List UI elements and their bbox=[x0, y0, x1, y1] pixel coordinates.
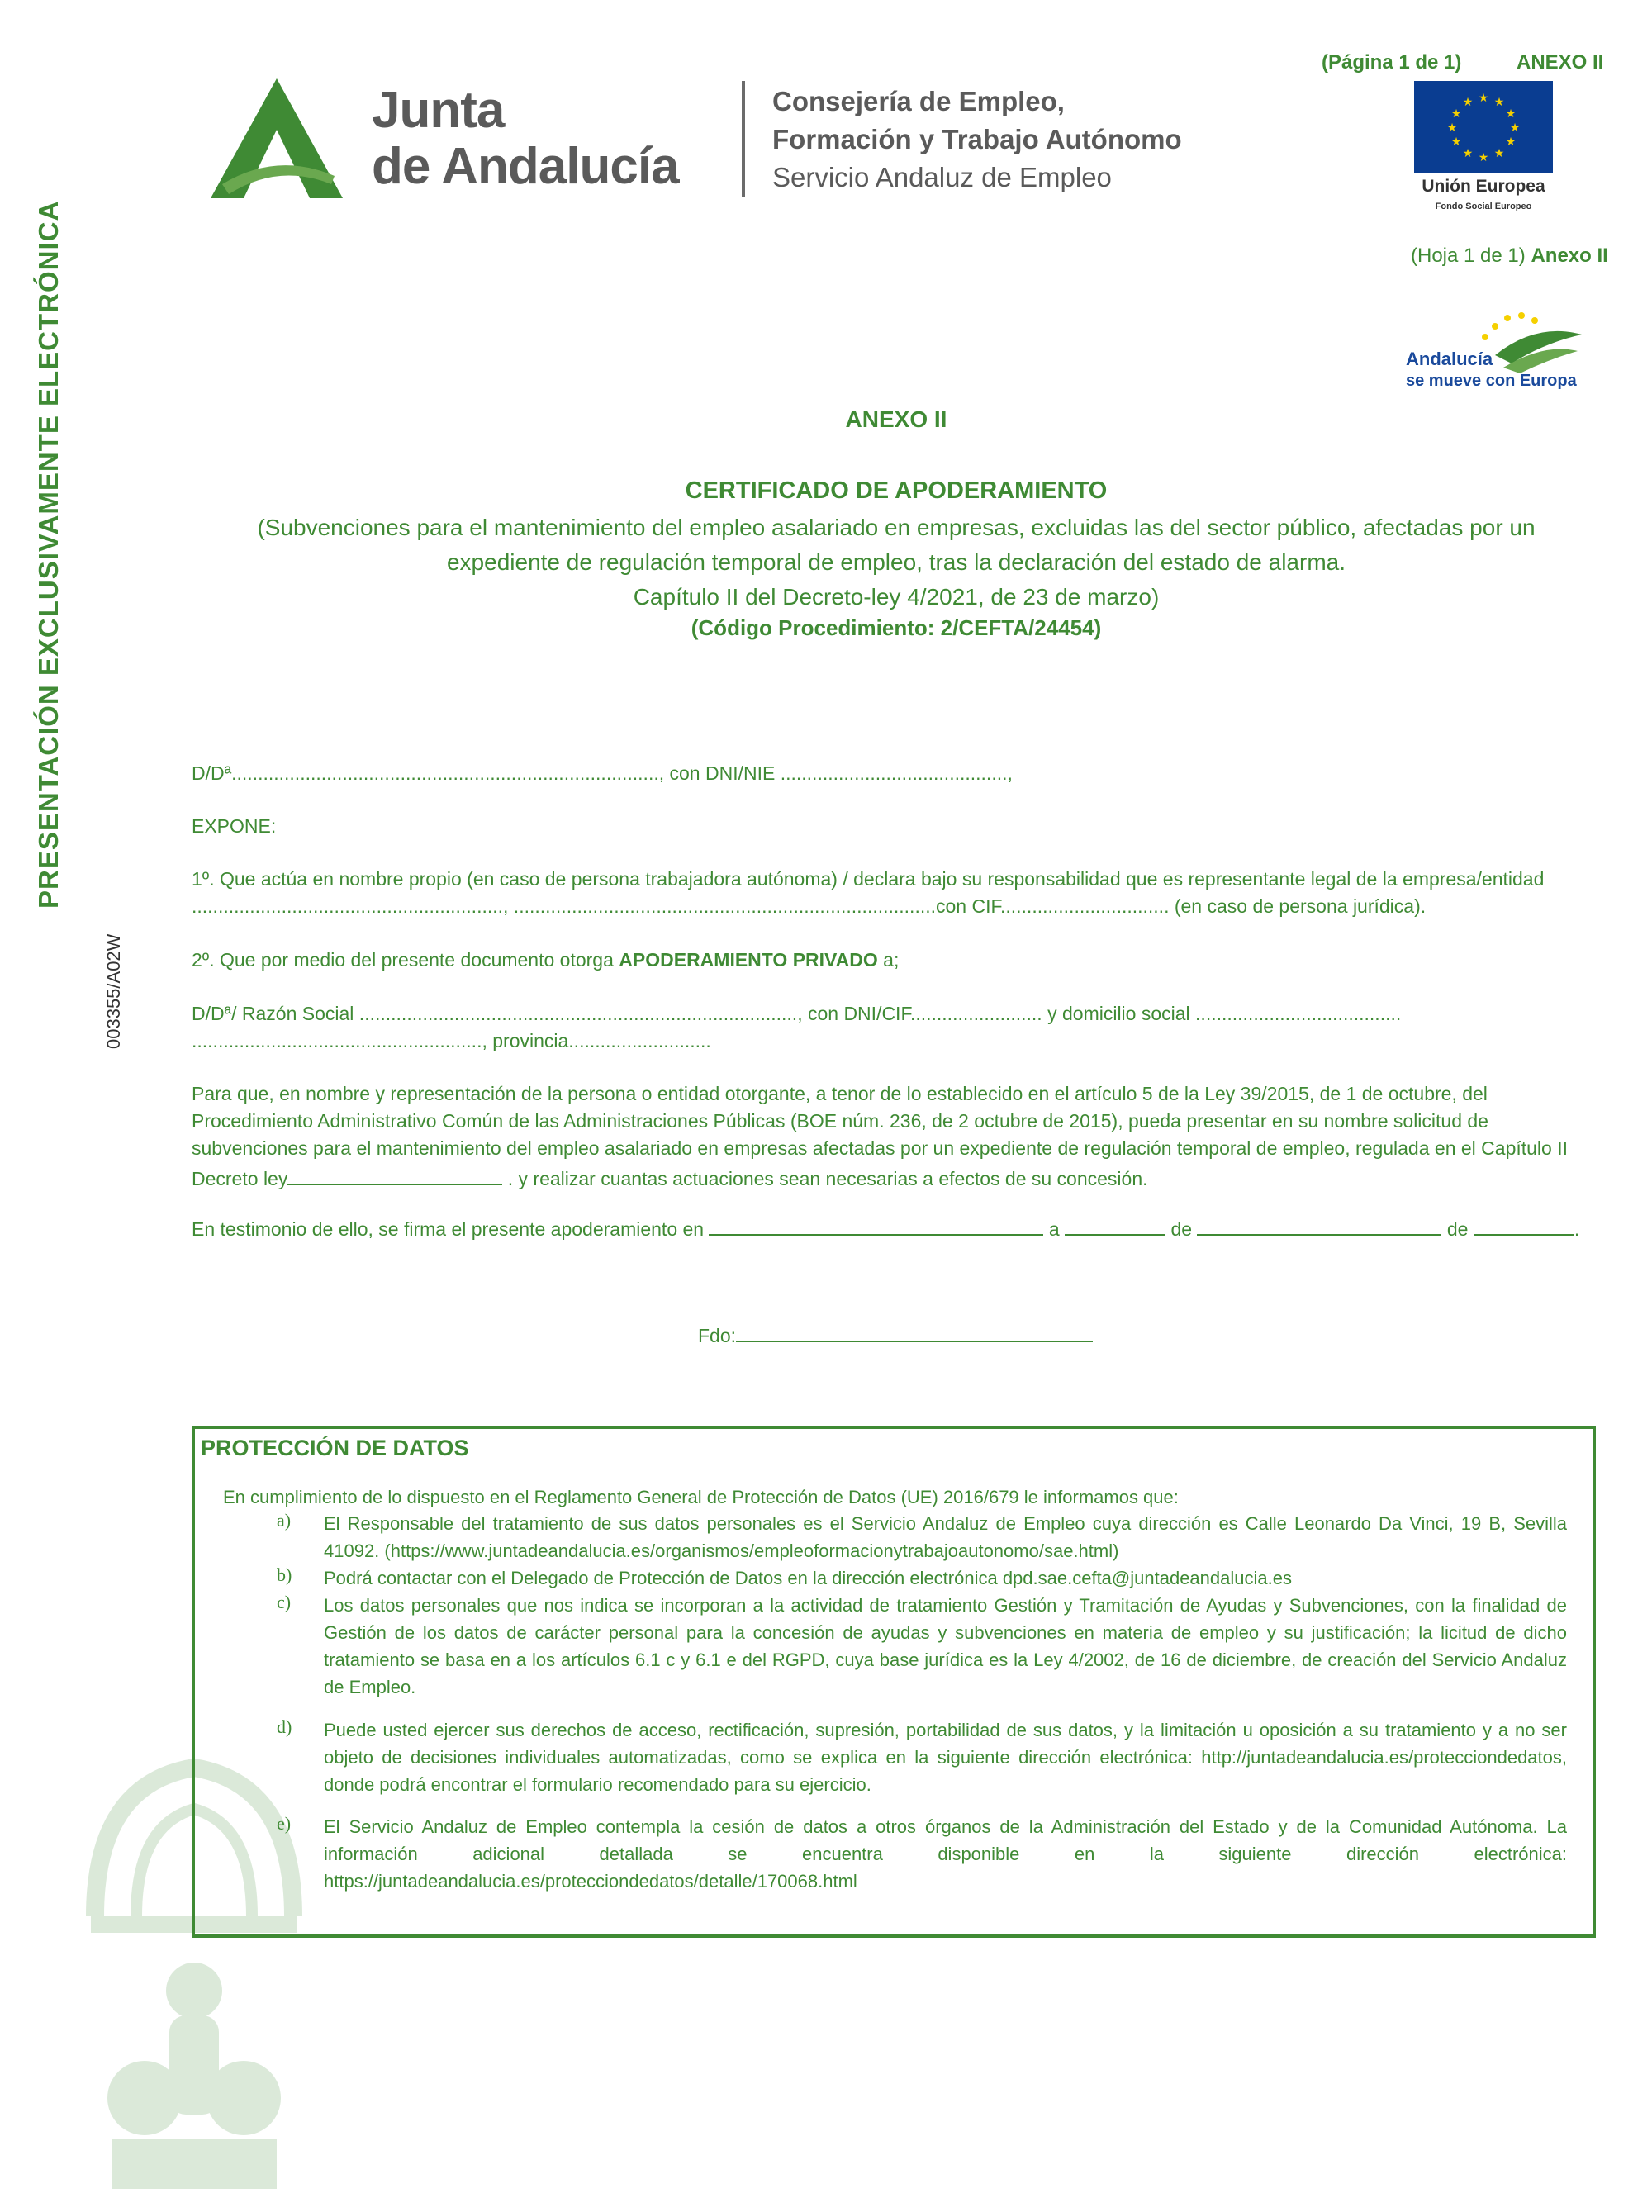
sheet-annex: Anexo II bbox=[1531, 244, 1608, 267]
subtitle-line-1: (Subvenciones para el mantenimiento del empleo asalariado en empresas, excluidas las del sector público, afectadas por un expediente de regulación temporal de empleo, tras la declaración del estado de alarma. bbox=[257, 515, 1536, 575]
testimony-line bbox=[192, 1213, 1579, 1243]
annex-title: ANEXO II bbox=[845, 406, 947, 432]
svg-text:★: ★ bbox=[1450, 107, 1462, 121]
svg-text:★: ★ bbox=[1478, 151, 1489, 164]
signing-place-field[interactable] bbox=[709, 1213, 1043, 1236]
andalucia-eu-line-1: Andalucía bbox=[1406, 349, 1493, 369]
andalucia-eu-line-2: se mueve con Europa bbox=[1406, 372, 1577, 390]
sheet-counter bbox=[1411, 244, 1608, 268]
eu-fund-label: Fondo Social Europeo bbox=[1435, 202, 1532, 211]
certificate-title: CERTIFICADO DE APODERAMIENTO bbox=[685, 477, 1108, 504]
purpose-ley: ley bbox=[263, 1168, 288, 1189]
svg-text:★: ★ bbox=[1446, 121, 1458, 135]
point-2-text: 2º. Que por medio del presente documento otorga bbox=[192, 949, 620, 971]
signature-line bbox=[698, 1319, 1093, 1350]
svg-text:★: ★ bbox=[1493, 96, 1505, 109]
point-2 bbox=[192, 947, 899, 974]
sheet-number: 1 bbox=[1464, 244, 1475, 267]
signature-label: Fdo: bbox=[698, 1325, 737, 1346]
item-a-mark: a) bbox=[277, 1510, 292, 1531]
page-counter: (Página 1 de 1) bbox=[1322, 51, 1462, 74]
point-1-text: 1º. Que actúa en nombre propio (en caso de persona trabajadora autónoma) / declara bajo su responsabilidad que es representante legal de la empresa/entidad bbox=[192, 868, 1545, 890]
testimony-de-1: de bbox=[1165, 1218, 1198, 1240]
eu-flag-icon bbox=[1414, 81, 1553, 173]
svg-text:★: ★ bbox=[1462, 96, 1474, 109]
item-b-mark: b) bbox=[277, 1564, 292, 1585]
testimony-a: a bbox=[1043, 1218, 1066, 1240]
svg-text:★: ★ bbox=[1505, 135, 1517, 149]
province-field[interactable]: ......................................................., provincia........................... bbox=[192, 1030, 711, 1051]
procedure-code: (Código Procedimiento: 2/CEFTA/24454) bbox=[691, 615, 1102, 640]
svg-text:★: ★ bbox=[1493, 147, 1505, 160]
andalucia-europa-logo-icon bbox=[1404, 306, 1582, 401]
vertical-form-code: 003355/A02W bbox=[103, 933, 124, 1049]
svg-text:★: ★ bbox=[1462, 147, 1474, 160]
testimony-text: En testimonio de ello, se firma el presente apoderamiento en bbox=[192, 1218, 710, 1240]
dept-line-2: Formación y Trabajo Autónomo bbox=[772, 124, 1182, 154]
subtitle-line-2: Capítulo II del Decreto-ley 4/2021, de 23 de marzo) bbox=[633, 584, 1160, 610]
dept-line-3: Servicio Andaluz de Empleo bbox=[772, 162, 1112, 192]
data-protection-title: PROTECCIÓN DE DATOS bbox=[201, 1436, 469, 1460]
purpose-text: Para que, en nombre y representación de la persona o entidad otorgante, a tenor de lo establecido en el artículo 5 de la Ley 39/2015, de 1 de octubre, del Procedimiento Administrativo Común de las Administraciones Públicas (BOE núm. 236, de 2 octubre de 2015), pueda presentar en su nombre solicitud de subvenciones para el mantenimiento del empleo asalariado en empresas afectadas por un expediente de regulación temporal de empleo, regulada en el Capítulo II Decreto bbox=[192, 1083, 1569, 1189]
testimony-end: . bbox=[1574, 1218, 1580, 1240]
logo-divider bbox=[742, 81, 745, 197]
logo-line-1: Junta bbox=[372, 82, 505, 139]
grantor-name-field[interactable]: D/Dª................................................................................., con DNI/NIE ..........................................., bbox=[192, 762, 1013, 784]
signature-field[interactable] bbox=[736, 1319, 1093, 1342]
logo-line-2: de Andalucía bbox=[372, 138, 679, 195]
dept-line-1: Consejería de Empleo, bbox=[772, 86, 1065, 116]
item-d-text: Puede usted ejercer sus derechos de acceso, rectificación, supresión, portabilidad de sus datos, y la limitación u oposición a su tratamiento y a no ser objeto de decisiones individuales automatizadas, como se explica en la siguiente dirección electrónica: http://juntadeandalucia.es/protecciondedatos, donde podrá encontrar el formulario recomendado para su ejercicio. bbox=[324, 1720, 1567, 1795]
svg-text:★: ★ bbox=[1450, 135, 1462, 149]
item-c-mark: c) bbox=[277, 1592, 292, 1612]
vertical-submission-notice: PRESENTACIÓN EXCLUSIVAMENTE ELECTRÓNICA bbox=[33, 200, 64, 909]
item-d-mark: d) bbox=[277, 1716, 292, 1737]
representative-field[interactable]: D/Dª/ Razón Social ..................................................................................., con DNI/CIF......................... y domicilio social ....................................... bbox=[192, 1003, 1402, 1024]
testimony-de-2: de bbox=[1441, 1218, 1474, 1240]
svg-text:★: ★ bbox=[1505, 107, 1517, 121]
item-c-text: Los datos personales que nos indica se incorporan a la actividad de tratamiento Gestión y Tramitación de Ayudas y Subvenciones, con la finalidad de Gestión de los datos de carácter personal para la concesión de ayudas y subvenciones en materia de empleo y su justificación; la licitud de dicho tratamiento se basa en a los artículos 6.1 c y 6.1 e del RGPD, cuya base jurídica es la Ley 4/2002, de 16 de diciembre, de creación del Servicio Andaluz de Empleo. bbox=[324, 1595, 1567, 1697]
representative-block bbox=[192, 1000, 1612, 1055]
eu-label: Unión Europea bbox=[1422, 177, 1545, 196]
signing-month-field[interactable] bbox=[1197, 1213, 1441, 1236]
signing-day-field[interactable] bbox=[1065, 1213, 1165, 1236]
sheet-of: de bbox=[1474, 244, 1508, 267]
item-e-text: El Servicio Andaluz de Empleo contempla la cesión de datos a otros órganos de la Administración del Estado y de la Comunidad Autónoma. La información adicional detallada se encuentra disponible en la siguiente dirección electrónica: https://juntadeandalucia.es/protecciondedatos/detalle/170068.html bbox=[324, 1816, 1567, 1892]
item-a-text: El Responsable del tratamiento de sus datos personales es el Servicio Andaluz de Empleo cuya dirección es Calle Leonardo Da Vinci, 19 B, Sevilla 41092. (https://www.juntadeandalucia.es/organismos/empleoformacionytrabajoautonomo/sae.html) bbox=[324, 1513, 1567, 1561]
svg-text:★: ★ bbox=[1478, 92, 1489, 105]
sheet-prefix: (Hoja bbox=[1411, 244, 1464, 267]
sheet-suffix: ) bbox=[1518, 244, 1526, 267]
coat-of-arms-watermark-icon bbox=[78, 1751, 310, 2197]
company-cif-field[interactable]: ..........................................................., ................................................................................con CIF................................ (en caso de persona jurídica). bbox=[192, 895, 1427, 917]
logo-wordmark bbox=[372, 83, 679, 195]
item-b-text: Podrá contactar con el Delegado de Protección de Datos en la dirección electrónica dpd.sae.cefta@juntadeandalucia.es bbox=[324, 1568, 1292, 1588]
sheet-total: 1 bbox=[1507, 244, 1519, 267]
certificate-subtitle bbox=[206, 510, 1586, 615]
purpose-end: . y realizar cuantas actuaciones sean necesarias a efectos de su concesión. bbox=[502, 1168, 1148, 1189]
signing-year-field[interactable] bbox=[1474, 1213, 1574, 1236]
purpose-paragraph bbox=[192, 1080, 1579, 1193]
junta-andalucia-logo-icon bbox=[211, 78, 343, 198]
annex-label-top: ANEXO II bbox=[1517, 51, 1604, 74]
data-protection-intro: En cumplimiento de lo dispuesto en el Reglamento General de Protección de Datos (UE) 2016/679 le informamos que: bbox=[223, 1487, 1179, 1507]
decree-ley-field[interactable] bbox=[287, 1162, 502, 1185]
point-2-end: a; bbox=[877, 949, 900, 971]
point-2-bold: APODERAMIENTO PRIVADO bbox=[619, 949, 878, 971]
department-name bbox=[772, 83, 1182, 197]
item-e-mark: e) bbox=[277, 1813, 292, 1834]
point-1 bbox=[192, 866, 1612, 920]
svg-text:★: ★ bbox=[1509, 121, 1521, 135]
expone-heading: EXPONE: bbox=[192, 815, 277, 837]
